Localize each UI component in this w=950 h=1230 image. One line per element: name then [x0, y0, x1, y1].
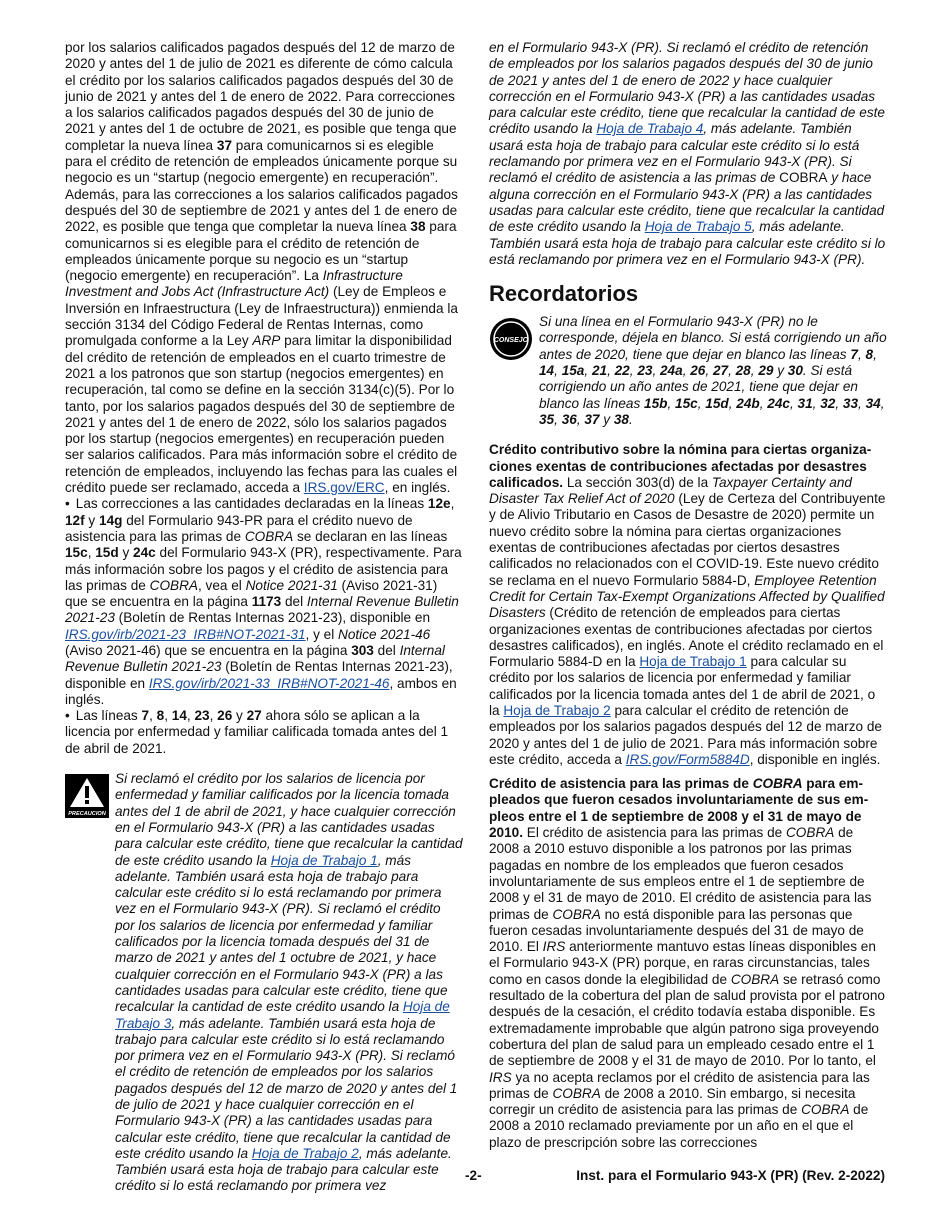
- tip-icon-label: CONSEJO: [493, 337, 529, 345]
- right-column: [489, 40, 887, 1151]
- link-notice-2021-31[interactable]: IRS.gov/irb/2021-23_IRB#NOT-2021-31: [65, 626, 306, 642]
- form-title: Inst. para el Formulario 943-X (PR) (Rev. 2-2022): [576, 1168, 885, 1183]
- caution-icon: [65, 774, 109, 818]
- bullet-cobra-corrections: • Las correcciones a las cantidades declaradas en la líneas 12e, 12f y 14g del Formulario 943-PR para el crédito nuevo de asistencia para las primas de COBRA se declaran en las líneas 15c, 15d y 24c del Formulario 943-X (PR), respectivamente. Para más información sobre los pagos y el crédito de asistencia para las primas de COBRA, vea el Notice 2021-31 (Aviso 2021-31) que se encuentra en la página 1173 del Internal Revenue Bulletin 2021-23 (Boletín de Rentas Internas 2021-23), disponible en IRS.gov/irb/2021-23_IRB#NOT-2021-31, y el Notice 2021-46 (Aviso 2021-46) que se encuentra en la página 303 del Internal Revenue Bulletin 2021-23 (Boletín de Rentas Internas 2021-23), disponible en IRS.gov/irb/2021-33_IRB#NOT-2021-46, ambos en inglés.: [65, 496, 463, 708]
- link-worksheet-1-b[interactable]: Hoja de Trabajo 1: [639, 654, 747, 670]
- page-number: -2-: [465, 1168, 482, 1183]
- link-worksheet-2[interactable]: Hoja de Trabajo 2: [251, 1145, 359, 1161]
- left-column: [65, 40, 463, 1195]
- paragraph-cobra-credit: Crédito de asistencia para las primas de COBRA para empleados que fueron cesados involuntariamente de sus empleos entre el 1 de septiembre de 2008 y el 31 de mayo de 2010. El crédito de asistencia para las primas de COBRA de 2008 a 2010 estuvo disponible a los patronos por las primas pagadas en nombre de los empleados que fueron cesados involuntariamente de sus empleos entre el 1 de septiembre de 2008 y el 31 de mayo de 2010. El crédito de asistencia para las primas de COBRA no está disponible para las personas que fueron cesadas involuntariamente después del 31 de mayo de 2010. El IRS anteriormente mantuvo estas líneas disponibles en el Formulario 943-X (PR) porque, en raras circunstancias, tales como en casos donde la elegibilidad de COBRA se retrasó como resultado de la cobertura del plan de salud provista por el patrono después de la cesación, el crédito todavía estaba disponible. Es extremadamente improbable que algún patrono siga proveyendo cobertura del plan de salud para un empleado cesado entre el 1 de septiembre de 2008 y el 31 de mayo de 2010. Por lo tanto, el IRS ya no acepta reclamos por el crédito de asistencia para las primas de COBRA de 2008 a 2010. Sin embargo, si necesita corregir un crédito de asistencia para las primas de COBRA de 2008 a 2010 reclamado previamente por un año en el que el plazo de prescripción sobre las correcciones: [489, 776, 885, 1150]
- link-worksheet-4[interactable]: Hoja de Trabajo 4: [596, 121, 704, 137]
- link-notice-2021-46[interactable]: IRS.gov/irb/2021-33_IRB#NOT-2021-46: [148, 675, 390, 691]
- paragraph-caution-continued: en el Formulario 943-X (PR). Si reclamó el crédito de retención de empleados por los salarios pagados después del 30 de junio de 2021 y antes del 1 de enero de 2022 y hace cualquier corrección en el Formulario 943-X (PR) a las cantidades usadas para calcular este crédito, tiene que recalcular la cantidad de este crédito usando la Hoja de Trabajo 4, más adelante. También usará esta hoja de trabajo para calcular este crédito si lo está reclamando por primera vez en el Formulario 943-X (PR). Si reclamó el crédito de asistencia a las primas de COBRA y hace alguna corrección en el Formulario 943-X (PR) a las cantidades usadas para calcular este crédito, tiene que recalcular la cantidad de este crédito usando la Hoja de Trabajo 5, más adelante. También usará esta hoja de trabajo para calcular este crédito si lo está reclamando por primera vez en el Formulario 943-X (PR).: [489, 40, 886, 267]
- link-worksheet-1[interactable]: Hoja de Trabajo 1: [270, 852, 378, 868]
- paragraph-disaster-credit: Crédito contributivo sobre la nómina para ciertas organizaciones exentas de contribuciones afectadas por desastres calificados. La sección 303(d) de la Taxpayer Certainty and Disaster Tax Relief Act of 2020 (Ley de Certeza del Contribuyente y de Alivio Tributario en Casos de Desastre de 2020) permite un nuevo crédito sobre la nómina para ciertas organizaciones exentas de contribuciones afectadas por ciertos desastres calificados no relacionados con el COVID-19. Este nuevo crédito se reclama en el nuevo Formulario 5884-D, Employee Retention Credit for Certain Tax-Exempt Organizations Affected by Qualified Disasters (Crédito de retención de empleados para ciertas organizaciones exentas de contribuciones afectadas por ciertos desastres calificados), en inglés. Anote el crédito reclamado en el Formulario 5884-D en la Hoja de Trabajo 1 para calcular su crédito por los salarios de licencia por enfermedad y familiar calificados por la licencia tomada antes del 1 de abril de 2021, o la Hoja de Trabajo 2 para calcular el crédito de retención de empleados por los salarios pagados después del 12 de marzo de 2020 y antes del 1 de julio de 2021. Para más información sobre este crédito, acceda a IRS.gov/Form5884D, disponible en inglés.: [489, 442, 886, 767]
- caution-note: PRECAUCION Si reclamó el crédito por los salarios de licencia por enfermedad y familiar calificados por la licencia tomada antes del 1 de abril de 2021, y hace cualquier corrección en el Formulario 943-X (PR) a las cantidades usadas para calcular este crédito, tiene que recalcular la cantidad de este crédito usando la Hoja de Trabajo 1, más adelante. También usará esta hoja de trabajo para calcular este crédito si lo está reclamando por primera vez en el Formulario 943-X (PR). Si reclamó el crédito por los salarios de licencia por enfermedad y familiar calificados por la licencia tomada después del 31 de marzo de 2021 y antes del 1 octubre de 2021, y hace cualquier corrección en el Formulario 943-X (PR) a las cantidades usadas para calcular este crédito, tiene que recalcular la cantidad de este crédito usando la Hoja de Trabajo 3, más adelante. También usará esta hoja de trabajo para calcular este crédito si lo está reclamando por primera vez en el Formulario 943-X (PR). Si reclamó el crédito de retención de empleados por los salarios pagados después del 12 de marzo de 2020 y antes del 1 de julio de 2021 y hace cualquier corrección en el Formulario 943-X (PR) a las cantidades usadas para calcular este crédito, tiene que recalcular la cantidad de este crédito usando la Hoja de Trabajo 2, más adelante. También usará esta hoja de trabajo para calcular este crédito si lo está reclamando por primera vez: [65, 771, 463, 1195]
- link-form-5884d[interactable]: IRS.gov/Form5884D: [625, 751, 750, 767]
- link-worksheet-5[interactable]: Hoja de Trabajo 5: [644, 219, 752, 235]
- paragraph-erc-corrections: por los salarios calificados pagados después del 12 de marzo de 2020 y antes del 1 de julio de 2021 es diferente de cómo calcula el crédito por los salarios calificados pagados después del 30 de junio de 2021 y antes del 1 de enero de 2022. Para correcciones a los salarios calificados pagados después del 30 de junio de 2021 y antes del 1 de octubre de 2021, es posible que tenga que completar la nueva línea 37 para comunicarnos si es elegible para el crédito de retención de empleados únicamente porque su negocio es un “startup (negocio emergente) en recuperación”. Además, para las correcciones a los salarios calificados pagados después del 30 de septiembre de 2021 y antes del 1 de enero de 2022, es posible que tenga que completar la nueva línea 38 para comunicarnos si es elegible para el crédito de retención de empleados únicamente porque su negocio es un “startup (negocio emergente) en recuperación”. La Infrastructure Investment and Jobs Act (Infrastructure Act) (Ley de Empleos e Inversión en Infraestructura (Ley de Infraestructura)) enmienda la sección 3134 del Código Federal de Rentas Internas, como promulgada conforme a la Ley ARP para limitar la disponibilidad del crédito de retención de empleados en el cuarto trimestre de 2021 a los patronos que son startup (negocios emergentes) en recuperación, tal como se define en la sección 3134(c)(5). Por lo tanto, por los salarios pagados después del 30 de septiembre de 2021 y antes del 1 de enero de 2022, sólo los salarios pagados por los startup (negocios emergentes) en recuperación pueden ser salarios calificados. Para más información sobre el crédito de retención de empleados, incluyendo las fechas para las cuales el crédito puede ser reclamado, acceda a IRS.gov/ERC, en inglés.: [65, 40, 458, 496]
- link-worksheet-3[interactable]: Hoja de Trabajo 3: [115, 999, 450, 1031]
- tip-note: CONSEJO Si una línea en el Formulario 943-X (PR) no le corresponde, déjela en blanco. Si está corrigiendo un año antes de 2020, tiene que dejar en blanco las líneas 7, 8, 14, 15a, 21, 22, 23, 24a, 26, 27, 28, 29 y 30. Si está corrigiendo un año antes de 2021, tiene que dejar en blanco las líneas 15b, 15c, 15d, 24b, 24c, 31, 32, 33, 34, 35, 36, 37 y 38.: [489, 314, 887, 428]
- disaster-credit-title: Crédito contributivo sobre la nómina para ciertas organizaciones exentas de contribuciones afectadas por desastres calificados.: [489, 442, 872, 490]
- section-heading-recordatorios: Recordatorios: [489, 281, 639, 307]
- bullet-lines-sick-leave: • Las líneas 7, 8, 14, 23, 26 y 27 ahora sólo se aplican a la licencia por enfermedad y familiar calificada tomada antes del 1 de abril de 2021.: [65, 708, 463, 757]
- link-irs-erc[interactable]: IRS.gov/ERC: [303, 480, 385, 496]
- tip-icon: [489, 317, 533, 361]
- link-worksheet-2-b[interactable]: Hoja de Trabajo 2: [503, 702, 611, 718]
- caution-icon-label: PRECAUCION: [68, 811, 106, 818]
- cobra-credit-title: Crédito de asistencia para las primas de COBRA para empleados que fueron cesados involuntariamente de sus empleos entre el 1 de septiembre de 2008 y el 31 de mayo de 2010.: [489, 776, 869, 841]
